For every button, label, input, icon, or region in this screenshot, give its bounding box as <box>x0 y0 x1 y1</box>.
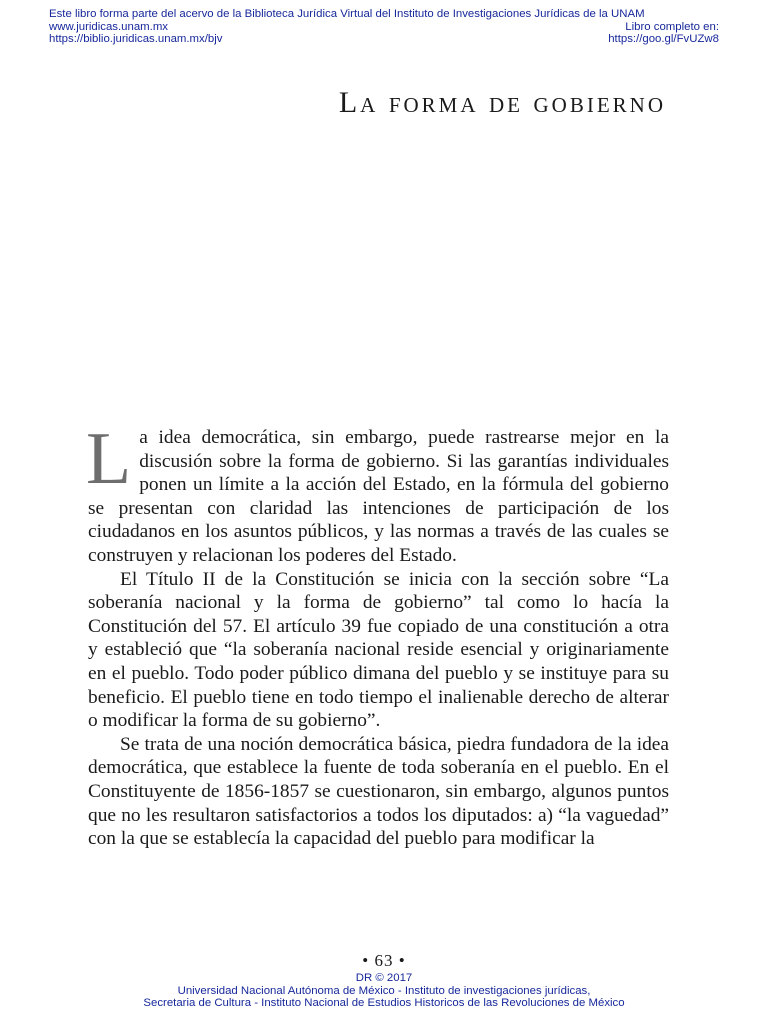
body-text <box>86 418 669 851</box>
site-link[interactable]: www.juridicas.unam.mx <box>49 20 169 33</box>
paragraph-3: Se trata de una noción democrática básica, piedra fundadora de la idea democrática, que establece la fuente de toda soberanía en el pueblo. En el Constituyente de 1856-1857 se cuestionaron, sin embargo, algunos puntos que no les resultaron satisfactorios a todos los diputados: a) “la vaguedad” con la que se establecía la capacidad del pueblo para modificar la <box>88 733 669 850</box>
chapter-title: La forma de gobierno <box>338 86 666 119</box>
library-header <box>49 8 719 46</box>
footer-institution-1: Universidad Nacional Autónoma de México - Instituto de investigaciones jurídicas, <box>177 984 591 997</box>
complete-book-label: Libro completo en: <box>625 20 719 33</box>
paragraph-1-text: a idea democrática, sin embargo, puede rastrearse mejor en la discusión sobre la forma de gobierno. Si las garantías individuales ponen un límite a la acción del Estado, en la fórmula del gobierno se presentan con claridad las intenciones de participación de los ciudadanos en los asuntos públicos, y las normas a través de las cuales se construyen y relacionan los poderes del Estado. <box>88 427 669 566</box>
complete-book-link[interactable]: https://goo.gl/FvUZw8 <box>608 33 719 46</box>
paragraph-1 <box>86 418 669 568</box>
copyright-footer <box>0 972 768 1010</box>
footer-institution-2: Secretaria de Cultura - Instituto Nacional de Estudios Historicos de las Revoluciones de México <box>143 997 625 1010</box>
header-notice: Este libro forma parte del acervo de la Biblioteca Jurídica Virtual del Instituto de Investigaciones Jurídicas de la UNAM <box>49 8 645 20</box>
paragraph-2: El Título II de la Constitución se inicia con la sección sobre “La soberanía nacional y la forma de gobierno” tal como lo hacía la Constitución del 57. El artículo 39 fue copiado de una constitución a otra y estableció que “la soberanía nacional reside esencial y originariamente en el pueblo. Todo poder público dimana del pueblo y se instituye para su beneficio. El pueblo tiene en todo tiempo el inalienable derecho de alterar o modificar la forma de su gobierno”. <box>88 568 669 732</box>
bjv-link[interactable]: https://biblio.juridicas.unam.mx/bjv <box>49 33 223 46</box>
drop-cap: L <box>86 418 132 500</box>
footer-dr: DR © 2017 <box>355 972 413 984</box>
page-number: • 63 • <box>362 951 406 970</box>
